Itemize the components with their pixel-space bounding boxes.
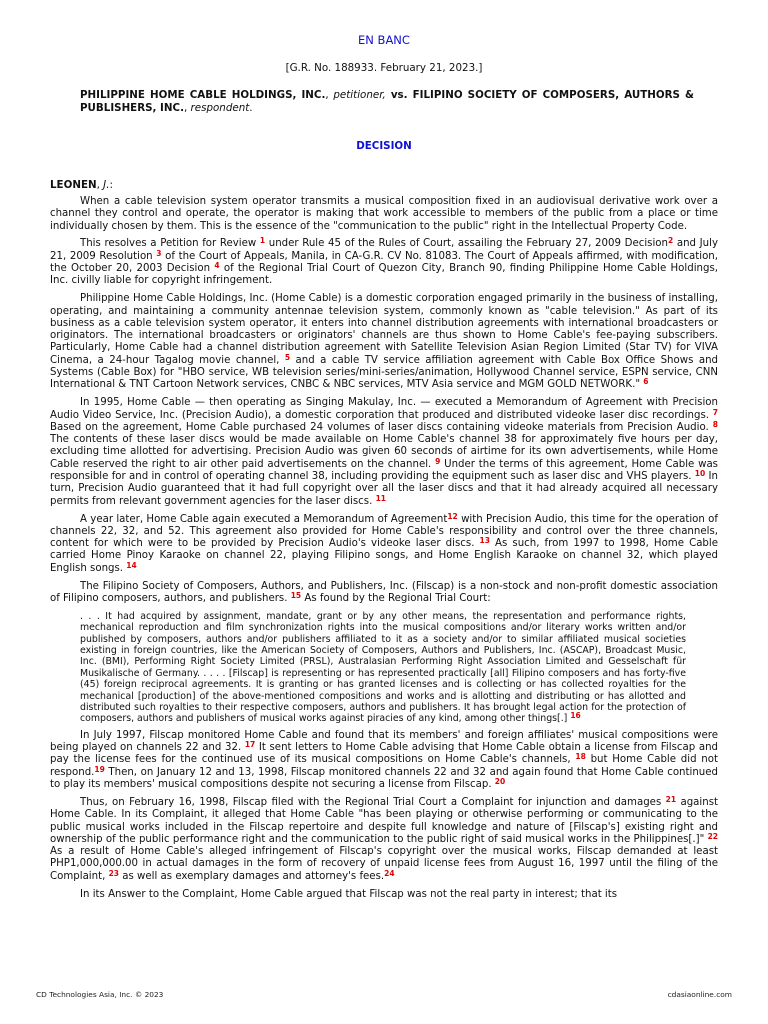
footnote-ref[interactable]: 16 <box>570 711 581 721</box>
footnote-ref[interactable]: 17 <box>244 740 256 750</box>
text-run: In 1995, Home Cable — then operating as Singing Makulay, Inc. — executed a Memorandum of Agreement with Precision Audio Video Service, Inc. (Precision Audio), a domestic corporation that produced and distributed videoke laser disc recordings. <box>50 397 718 421</box>
respondent-role: respondent <box>190 102 250 114</box>
text-run: As found by the Regional Trial Court: <box>301 592 491 604</box>
ponente <box>50 179 113 191</box>
paragraph <box>50 511 719 575</box>
footnote-ref[interactable]: 22 <box>707 831 718 841</box>
petitioner-role: petitioner, <box>333 89 386 101</box>
footnote-ref[interactable]: 5 <box>284 352 291 362</box>
text-run: under Rule 45 of the Rules of Court, assailing the February 27, 2009 Decision <box>265 238 668 250</box>
text-run: This resolves a Petition for Review <box>80 238 260 250</box>
footnote-ref[interactable]: 3 <box>156 248 162 258</box>
footnote-ref[interactable]: 15 <box>290 590 302 600</box>
ponente-name: LEONEN <box>50 179 97 191</box>
footnote-ref[interactable]: 1 <box>259 236 266 246</box>
footnote-ref[interactable]: 4 <box>214 261 220 271</box>
footnote-ref[interactable]: 21 <box>665 794 677 804</box>
separator: , <box>325 89 334 101</box>
footnote-ref[interactable]: 13 <box>479 536 490 546</box>
court-division-link[interactable]: EN BANC <box>358 33 410 47</box>
footnote-ref[interactable]: 23 <box>108 868 120 878</box>
text-run: Under the terms of this agreement, Home Cable was responsible for and in control of operating channel 38, including providing the equipment such as laser disc and VHS players. <box>50 458 718 483</box>
ponente-title: J. <box>103 179 110 191</box>
paragraph <box>50 196 718 233</box>
text-run: but Home Cable did not respond. <box>50 754 718 778</box>
text-run: The Filipino Society of Composers, Authors, and Publishers, Inc. (Filscap) is a non-stock and non-profit domestic association of Filipino composers, authors, and publishers. <box>50 580 718 604</box>
footnote-ref[interactable]: 24 <box>384 868 395 878</box>
paragraph <box>50 293 718 391</box>
text-run: . . . It had acquired by assignment, mandate, grant or by any other means, the representation and performance rights, mechanical reproduction and film synchronization rights into the musical compositions and/or literary works written and/or published by composers, authors and/or publishers affiliated to it as a society and/or to similar affiliated musical societies existing in foreign countries, like the American Society of Composers, Authors and Publishers, Inc. (ASCAP), Broadcast Music, Inc. (BMI), Performing Right Society Limited (PRSL), Australasian Performing Right Association Limited and Gesselschaft für Musikalische of Germany. . . . . [Filscap] is representing or has represented practically [all] Filipino composers and has forty-five (45) foreign reciprocal agreements. It is granting or has granted licenses and is collecting or has collected royalties for the mechanical [production] of the above-mentioned compositions and works and is allotting and distributing or has allotted and distributed such royalties to their respective composers, authors and publishers. It has brought legal action for the protection of composers, authors and publishers of musical works against piracies of any kind, among other things[.] <box>80 610 686 725</box>
separator: : <box>109 179 113 191</box>
text-run: as well as exemplary damages and attorney's fees. <box>119 870 385 882</box>
decision-heading-link[interactable]: DECISION <box>356 140 412 152</box>
footnote-ref[interactable]: 7 <box>712 407 718 417</box>
footnote-ref[interactable]: 19 <box>94 764 105 774</box>
text-run: Thus, on February 16, 1998, Filscap filed with the Regional Trial Court a Complaint for injunction and damages <box>80 796 666 808</box>
petitioner-name: PHILIPPINE HOME CABLE HOLDINGS, INC. <box>80 89 326 101</box>
text-run: Then, on January 12 and 13, 1998, Filscap monitored channels 22 and 32 and again found that Home Cable continued to play its members' musical compositions despite not securing a license from Filscap. <box>50 766 718 791</box>
footnote-ref[interactable]: 20 <box>494 777 506 787</box>
footnote-ref[interactable]: 6 <box>643 377 649 387</box>
text-run: and a cable TV service affiliation agreement with Cable Box Office Shows and Systems (Cable Box) for "HBO service, WB television series/mini-series/animation, Hollywood Channel service, ESPN service, CNN International & TNT Cartoon Network services, CNBC & NBC services, MTV Asia service and MGM GOLD NETWORK." <box>50 354 718 391</box>
footnote-ref[interactable]: 12 <box>447 511 458 521</box>
text-run: and July 21, 2009 Resolution <box>50 238 718 262</box>
versus: vs. <box>385 89 413 101</box>
footer-site: cdasiaonline.com <box>667 990 732 999</box>
paragraph <box>50 581 718 606</box>
text-run: A year later, Home Cable again executed a Memorandum of Agreement <box>80 513 448 525</box>
footnote-ref[interactable]: 14 <box>126 560 137 570</box>
separator: , <box>183 102 191 114</box>
text-run: against Home Cable. In its Complaint, it alleged that Home Cable "has been playing or otherwise performing or communicating to the public musical works included in the Filscap repertoire and despite full knowledge and nature of [Filscap's] existing right and ownership of the public performance right and the communication to the public right of said musical works in the Philippines[.]" <box>50 796 718 845</box>
text-run: It sent letters to Home Cable advising that Home Cable obtain a license from Filscap and pay the license fees for the continued use of its musical compositions on Home Cable's channels, <box>50 742 718 766</box>
footer-copyright: CD Technologies Asia, Inc. © 2023 <box>36 990 164 999</box>
case-number: [G.R. No. 188933. February 21, 2023.] <box>285 62 483 74</box>
text-run: Philippine Home Cable Holdings, Inc. (Home Cable) is a domestic corporation engaged primarily in the business of installing, operating, and maintaining a community antennae television system, commonly known as "cable television." As part of its business as a cable television system operator, it enters into channel distribution agreements with international broadcasters or originators. The international broadcasters or originators' channels are thus shown to Home Cable's fee-paying subscribers. Particularly, Home Cable had a channel distribution agreement with Satellite Television Asian Region Limited (Star TV) for VIVA Cinema, a 24-hour Tagalog movie channel, <box>50 293 718 366</box>
text-run: When a cable television system operator transmits a musical composition fixed in an audiovisual derivative work over a channel they control and operate, the operator is making that work accessible to members of the public from a place or time individually chosen by them. This is the essence of the "communication to the public" right in the Intellectual Property Code. <box>50 196 718 232</box>
paragraph <box>50 794 718 883</box>
text-run: As a result of Home Cable's alleged infringement of Filscap's copyright over the musical works, Filscap demanded at least PHP1,000,000.00 in actual damages in the form of recovery of unpaid license fees from August 16, 1997 until the filing of the Complaint, <box>50 846 718 882</box>
respondent-name: FILIPINO SOCIETY OF COMPOSERS, AUTHORS & PUBLISHERS, INC. <box>80 89 694 114</box>
decision-body <box>50 196 718 906</box>
paragraph <box>50 238 718 287</box>
case-parties <box>80 89 694 115</box>
block-quote <box>80 611 686 725</box>
paragraph <box>50 730 718 791</box>
footnote-ref[interactable]: 9 <box>435 456 441 466</box>
paragraph <box>50 397 718 508</box>
text-run: In its Answer to the Complaint, Home Cable argued that Filscap was not the real party in interest; that its <box>80 888 618 900</box>
footnote-ref[interactable]: 10 <box>694 469 706 479</box>
paragraph <box>50 889 718 901</box>
footnote-ref[interactable]: 11 <box>375 493 387 503</box>
separator: . <box>249 102 253 114</box>
text-run: The contents of these laser discs would be made available on Home Cable's channel 38 for approximately five hours per day, excluding time allotted for advertising. Precision Audio was given 60 seconds of airtime for its own advertisements, while Home Cable reserved the right to air other paid advertisements on the channel. <box>50 434 718 470</box>
footnote-ref[interactable]: 18 <box>575 752 586 762</box>
footnote-ref[interactable]: 2 <box>668 236 674 246</box>
text-run: of the Regional Trial Court of Quezon City, Branch 90, finding Philippine Home Cable Holdings, Inc. civilly liable for copyright infringement. <box>50 263 718 287</box>
separator: , <box>96 179 104 191</box>
text-run: Based on the agreement, Home Cable purchased 24 volumes of laser discs containing videoke materials from Precision Audio. <box>50 421 713 433</box>
text-run: In turn, Precision Audio guaranteed that it had full copyright over all the laser discs and that it had already acquired all necessary permits from relevant government agencies for the laser discs. <box>50 471 718 507</box>
text-run: with Precision Audio, this time for the operation of channels 22, 32, and 52. This agreement also provided for Home Cable's responsibility and control over the three channels, content for which were to be provided by Precision Audio's videoke laser discs. <box>50 513 718 550</box>
footnote-ref[interactable]: 8 <box>712 419 718 429</box>
text-run: As such, from 1997 to 1998, Home Cable carried Home Pinoy Karaoke on channel 22, playing Filipino songs, and Home English Karaoke on channel 32, which played English songs. <box>50 538 719 574</box>
text-run: In July 1997, Filscap monitored Home Cable and found that its members' and foreign affiliates' musical compositions were being played on channels 22 and 32. <box>50 729 718 754</box>
text-run: of the Court of Appeals, Manila, in CA-G.R. CV No. 81083. The Court of Appeals affirmed, with modification, the October 20, 2003 Decision <box>50 250 718 275</box>
